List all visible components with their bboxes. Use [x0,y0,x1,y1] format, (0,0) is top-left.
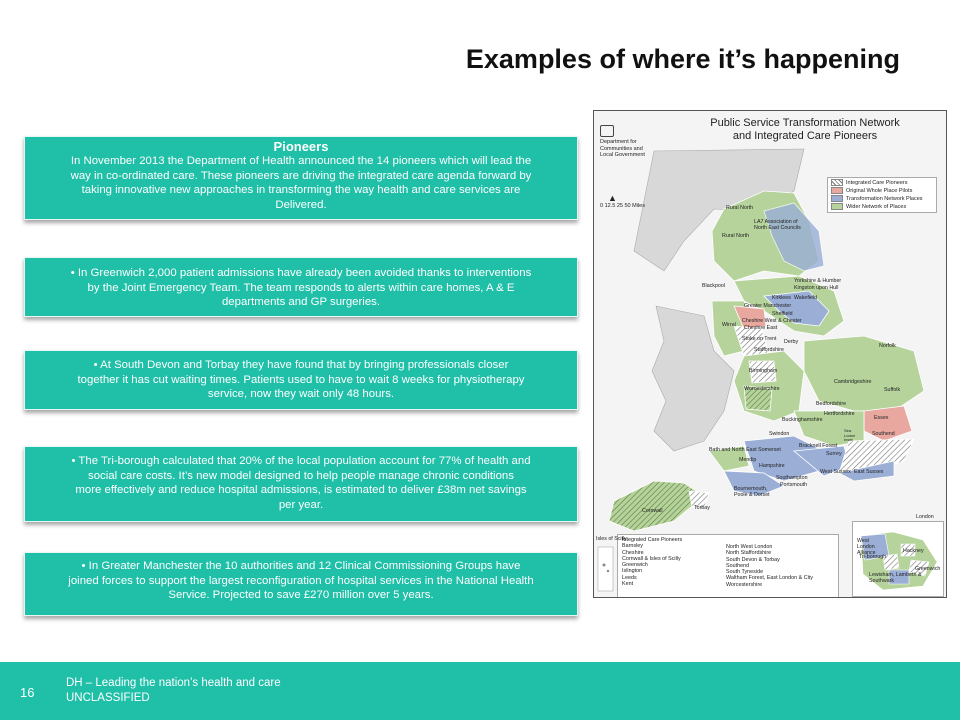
map-label: Derby [784,339,799,345]
map-label: Wirral [722,322,736,328]
map-title: Public Service Transformation Network and Integrated Care Pioneers [710,117,900,142]
callout-line: more effectively and reduce hospital admissions, is estimated to deliver £38m net savings [75,484,527,497]
map-label: Greenwich [915,566,941,572]
map-label: Kirklees [772,295,791,301]
map-label: Rural North [722,233,750,239]
map-label: Stoke on Trent [742,336,777,342]
callout-line: • At South Devon and Torbay they have found that by bringing professionals closer [93,359,509,371]
map-scale: ▲ 0 12.5 25 50 Miles [600,193,645,209]
map-label: Wakefield [794,295,818,301]
map-label: Torbay [694,505,710,511]
map-label: Sea Lodon Inset [844,428,856,442]
map-label: Cheshire East [744,325,778,331]
map-label: Tri-borough [859,554,887,560]
callout-line: Delivered. [275,198,327,211]
legend-item: Integrated Care Pioneers [831,179,933,187]
callout-line: per year. [278,498,324,511]
callout-line: by the Joint Emergency Team. The team responds to alerts within care homes, A & E [87,281,515,294]
map-label: Suffolk [884,387,901,393]
callout-line: joined forces to support the largest reconfiguration of hospital services in the National Health [68,574,534,587]
callout-heading: Pioneers [273,139,329,154]
map-label: Surrey [826,451,842,457]
map-label: Greater Manchester [744,303,792,309]
legend-item: Original Whole Place Pilots [831,187,933,195]
map-label: Sheffield [772,311,793,317]
map-legend [827,177,937,213]
map-label: Mendip [739,457,757,463]
footer-classification: UNCLASSIFIED [66,692,150,704]
page-number: 16 [20,685,35,700]
map-label: Birmingham [749,368,778,374]
map-label: Hampshire [759,463,785,469]
map-label: Southend [872,431,895,437]
crest-icon [600,125,614,137]
map-label: Lewisham, Lambeth & Southwark [869,572,922,584]
callout-line: way in co-ordinated care. These pioneers are driving the integrated care agenda forward by [70,169,532,182]
map-label: Rural North [726,205,754,211]
callout-line: • The Tri-borough calculated that 20% of the local population account for 77% of health and [71,455,531,467]
map-label: Hackney [903,548,924,554]
callout-greater-manchester [24,552,578,616]
slide-title: Examples of where it’s happening [465,44,900,74]
callout-south-devon [24,350,578,410]
legend-item: Transformation Network Places [831,195,933,203]
callout-line: service, now they wait only 48 hours. [207,388,395,401]
map-label: Cambridgeshire [834,379,872,385]
map-label: Cheshire West & Chester [742,318,802,324]
callout-line: • In Greenwich 2,000 patient admissions have already been avoided thanks to interventions [70,267,532,279]
footer-tagline: DH – Leading the nation’s health and care [66,677,281,689]
map-label: Blackpool [702,283,725,289]
map-label: London [916,514,934,520]
callout-tri-borough [24,446,578,522]
map-label: Portsmouth [780,482,808,488]
map-label: East Sussex [854,469,884,475]
map-label: Hertfordshire [824,411,855,417]
dclg-logo-text: Department for Communities and Local Government [600,125,645,159]
callout-line: taking innovative new approaches in transforming the way health and care services are [81,184,521,197]
map-label: Kingston upon Hull [794,285,839,291]
map-label: Cornwall [642,508,663,514]
footer-text [66,676,281,706]
map-label: Southampton [776,475,808,481]
map-label: Swindon [769,431,790,437]
map-label: Buckinghamshire [782,417,823,423]
scilly-inset [596,545,615,595]
callout-pioneers [24,136,578,220]
london-inset [852,521,944,597]
callout-line: In November 2013 the Department of Health announced the 14 pioneers which will lead the [70,155,532,167]
map-label: Bath and North East Somerset [709,447,781,453]
map-label: LA7 Association of North East Councils [754,219,801,231]
map-label: West Sussex [820,469,851,475]
map-label: Essex [874,415,889,421]
callout-line: • In Greater Manchester the 10 authorities and 12 Clinical Commissioning Groups have [81,560,521,572]
map-label: Bracknell Forest [799,443,838,449]
callout-greenwich [24,257,578,317]
callout-line: together it has cut waiting times. Patients used to have to wait 8 weeks for physiotherapy [77,373,525,386]
map-label: Worcestershire [744,386,780,392]
north-arrow-icon: ▲ [608,193,617,203]
map-label: Staffordshire [754,347,784,353]
pioneers-list-box: Integrated Care Pioneers Barnsley Cheshire Cornwall & Isles of Scilly Greenwich Islington Leeds Kent North West London North Staffordshire South Devon & Torbay Southend South Tyneside Waltham Forest, East London & City Worcestershire [617,534,839,598]
england-map [593,110,947,598]
map-label: Yorkshire & Humber [794,278,842,284]
map-label: Isles of Scilly [596,536,627,542]
callout-line: social care costs. It’s new model designed to help people manage chronic conditions [88,469,514,482]
legend-item: Wider Network of Places [831,203,933,211]
callout-line: departments and GP surgeries. [221,296,381,309]
callout-line: Service. Projected to save £270 million over 5 years. [168,589,434,602]
map-label: Bedfordshire [816,401,847,407]
map-label: Bournemouth, Poole & Dorset [734,486,770,498]
map-label: Norfolk [879,343,896,349]
map-label: West London Alliance [857,538,876,556]
